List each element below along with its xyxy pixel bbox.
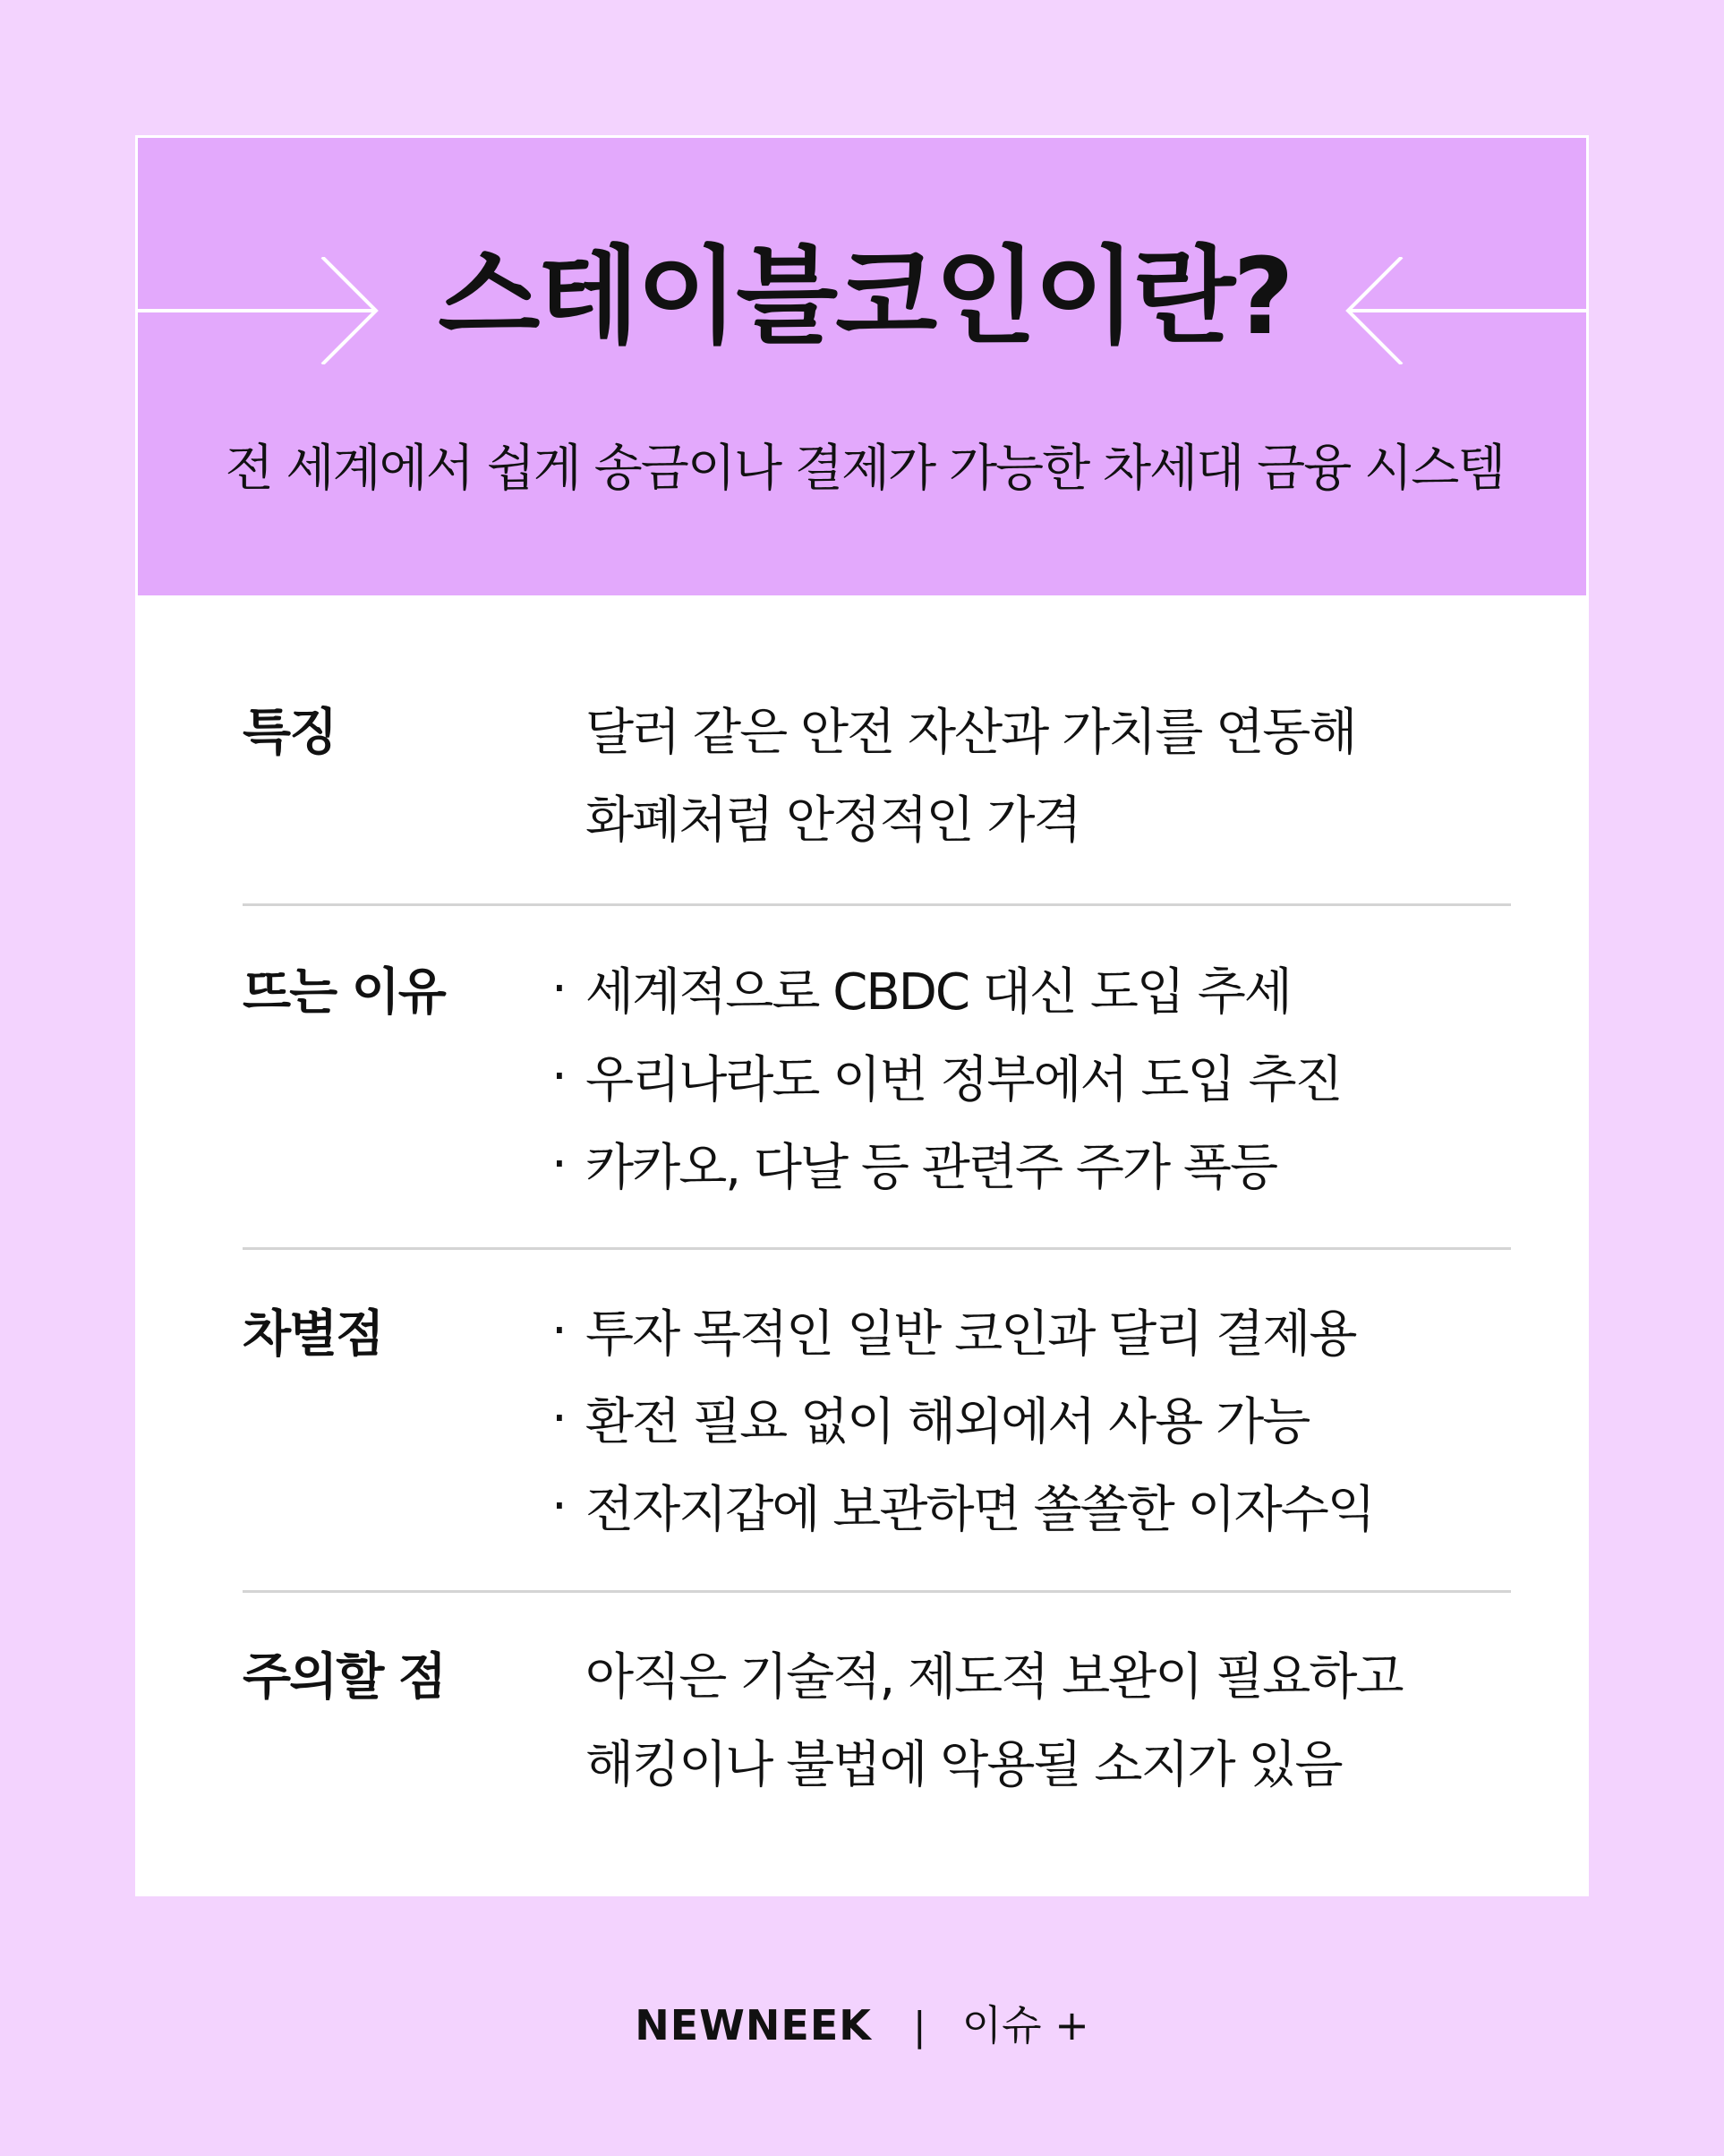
bullet-dot: ·: [551, 1302, 566, 1360]
row-content: [551, 960, 1511, 1231]
divider: [243, 1247, 1511, 1250]
bullet-item: [551, 1048, 1511, 1143]
row-content: [551, 1302, 1511, 1573]
row-label: 특징: [243, 704, 337, 762]
row-line: 아직은 기술적, 제도적 보완이 필요하고: [585, 1648, 1403, 1707]
bullet-item: [551, 1390, 1511, 1485]
bullet-dot: ·: [551, 1477, 566, 1536]
bullet-item: [551, 1477, 1511, 1573]
bullet-dot: ·: [551, 1390, 566, 1448]
row-line: 화폐처럼 안정적인 가격: [585, 791, 1080, 850]
bullet-item: [551, 960, 1511, 1056]
bullet-dot: ·: [551, 960, 566, 1018]
section-label: 이슈 +: [961, 2001, 1089, 2049]
header-banner: [135, 135, 1589, 598]
brand-logo: NEWNEEK: [635, 2001, 872, 2049]
bullet-text: 전자지갑에 보관하면 쏠쏠한 이자수익: [585, 1481, 1374, 1539]
row-content: [585, 704, 1511, 884]
divider: [243, 1590, 1511, 1593]
bullet-item: [551, 1135, 1511, 1231]
bullet-text: 우리나라도 이번 정부에서 도입 추진: [585, 1051, 1342, 1109]
bullet-text: 카카오, 다날 등 관련주 주가 폭등: [585, 1139, 1277, 1197]
row-label: 주의할 점: [243, 1648, 445, 1707]
footer-separator: |: [912, 2004, 926, 2049]
bullet-text: 환전 필요 없이 해외에서 사용 가능: [585, 1393, 1310, 1451]
divider: [243, 903, 1511, 906]
bullet-item: [551, 1302, 1511, 1398]
page-title: 스테이블코인이란?: [438, 235, 1292, 358]
bullet-dot: ·: [551, 1048, 566, 1106]
content-card: [135, 135, 1589, 1896]
row-label: 뜨는 이유: [243, 963, 445, 1022]
page-subtitle: 전 세계에서 쉽게 송금이나 결제가 가능한 차세대 금융 시스템: [225, 440, 1505, 498]
arrow-left-icon: [1344, 257, 1586, 364]
row-line: 해킹이나 불법에 악용될 소지가 있음: [585, 1736, 1342, 1794]
row-label: 차별점: [243, 1305, 383, 1364]
bullet-text: 세계적으로 CBDC 대신 도입 추세: [585, 963, 1292, 1022]
bullet-dot: ·: [551, 1135, 566, 1194]
row-line: 달러 같은 안전 자산과 가치를 연동해: [585, 704, 1356, 762]
bullet-text: 투자 목적인 일반 코인과 달리 결제용: [585, 1305, 1356, 1364]
footer: [0, 1994, 1724, 2057]
row-content: [585, 1648, 1511, 1828]
